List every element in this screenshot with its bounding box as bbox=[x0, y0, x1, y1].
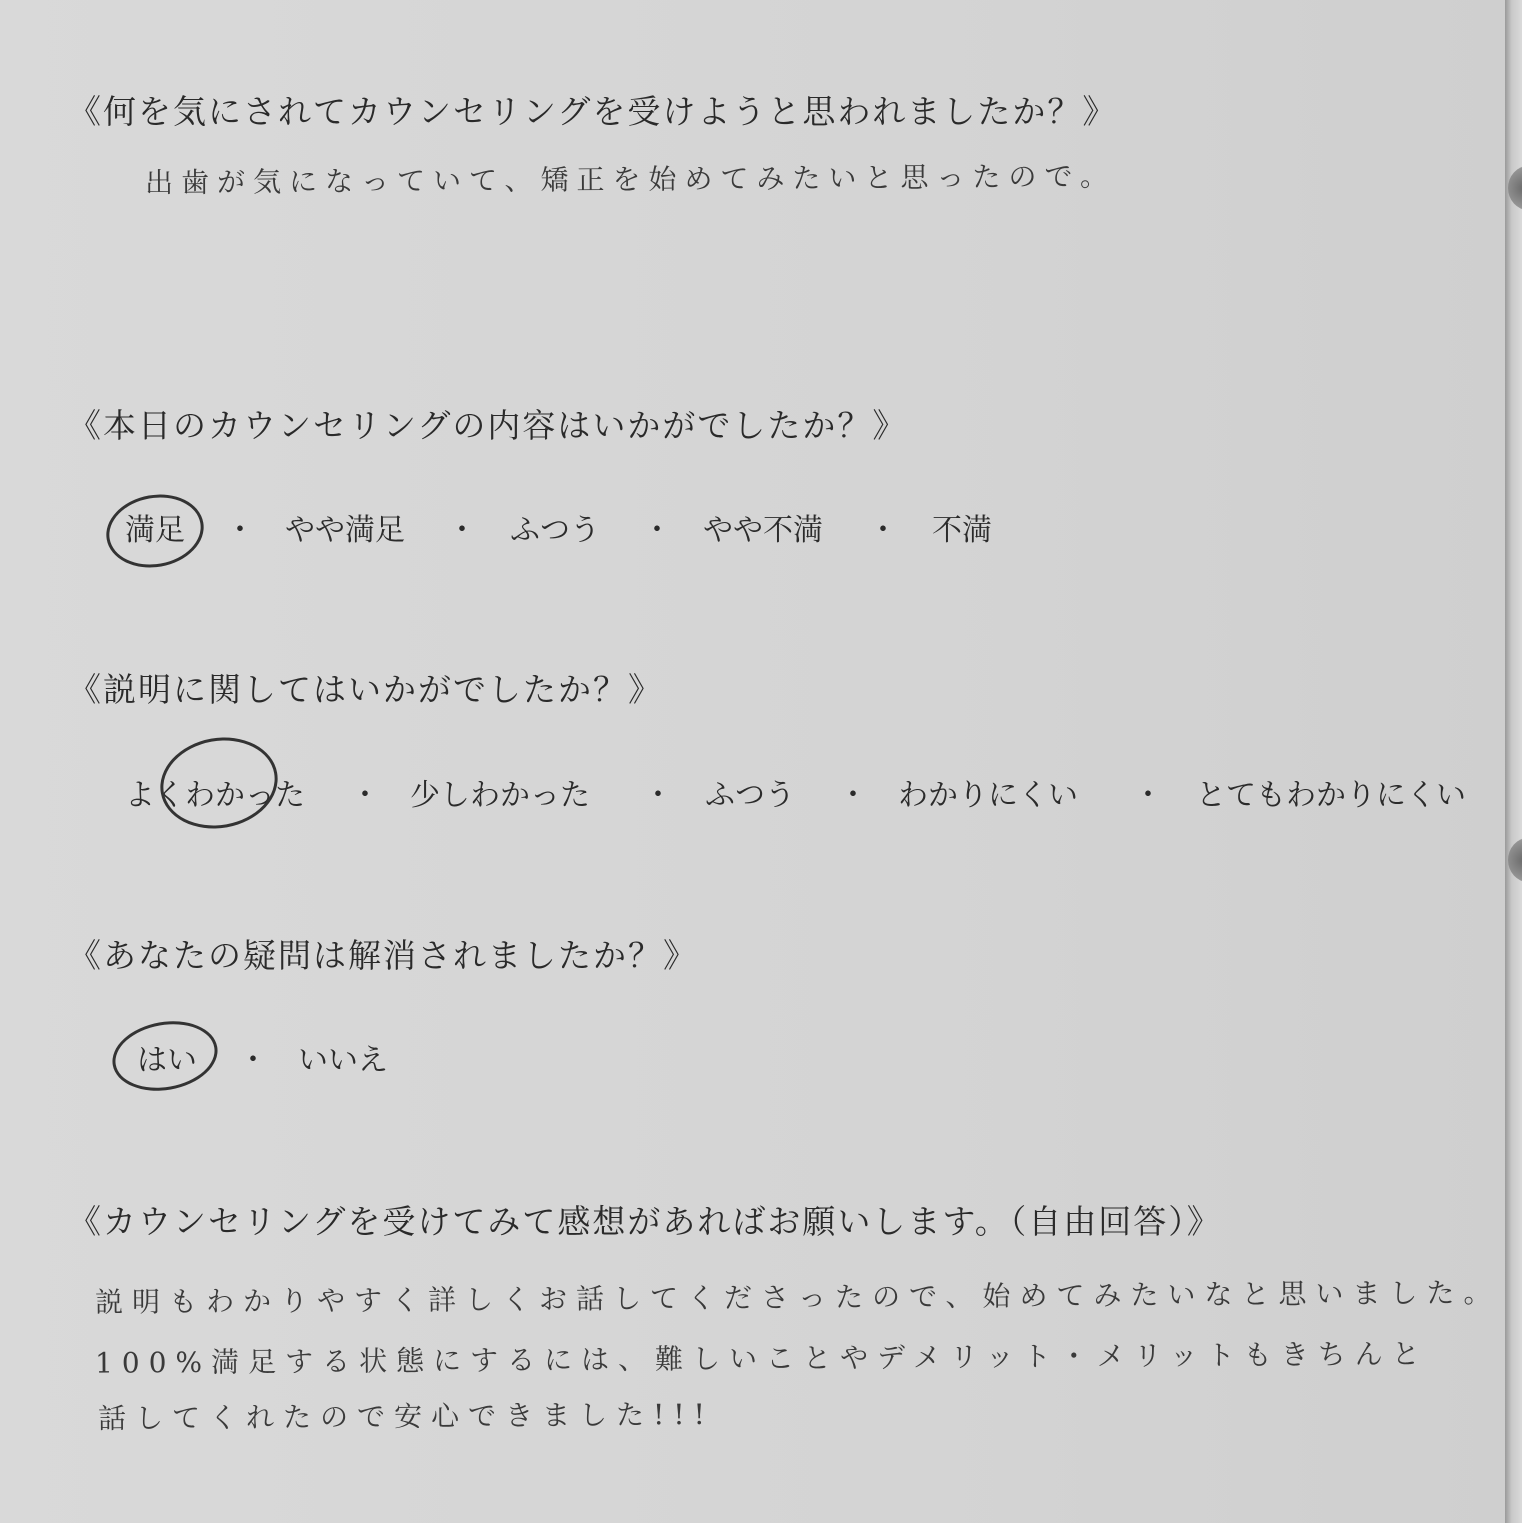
option-neutral[interactable]: ふつう bbox=[510, 513, 600, 548]
option-very-hard-to-understand[interactable]: とてもわかりにくい bbox=[1196, 778, 1466, 813]
option-hard-to-understand[interactable]: わかりにくい bbox=[898, 778, 1078, 813]
selection-circle bbox=[153, 728, 285, 837]
separator: ・ bbox=[868, 513, 898, 548]
question-reason: 《何を気にされてカウンセリングを受けようと思われましたか？》 bbox=[68, 92, 1118, 131]
option-no[interactable]: いいえ bbox=[298, 1043, 388, 1078]
separator: ・ bbox=[838, 778, 868, 813]
comment-line: 話してくれたので安心できました!!! bbox=[97, 1397, 714, 1436]
question-explanation: 《説明に関してはいかがでしたか？》 bbox=[68, 670, 663, 709]
separator: ・ bbox=[642, 513, 672, 548]
option-dissatisfied[interactable]: 不満 bbox=[932, 513, 992, 548]
option-satisfied[interactable]: 満足 bbox=[125, 513, 185, 548]
separator: ・ bbox=[643, 778, 673, 813]
option-somewhat-dissatisfied[interactable]: やや不満 bbox=[703, 513, 823, 548]
separator: ・ bbox=[225, 513, 255, 548]
separator: ・ bbox=[447, 513, 477, 548]
question-content-satisfaction: 《本日のカウンセリングの内容はいかがでしたか？》 bbox=[68, 406, 908, 445]
selection-circle bbox=[100, 487, 209, 575]
comment-line: 100%満足する状態にするには、難しいことやデメリット・メリットもきちんと bbox=[94, 1337, 1429, 1380]
separator: ・ bbox=[350, 778, 380, 813]
separator: ・ bbox=[1133, 778, 1163, 813]
question-free-comment: 《カウンセリングを受けてみて感想があればお願いします。（自由回答）》 bbox=[68, 1202, 1222, 1241]
option-yes[interactable]: はい bbox=[137, 1043, 197, 1078]
separator: ・ bbox=[238, 1043, 268, 1078]
option-somewhat-satisfied[interactable]: やや満足 bbox=[285, 513, 405, 548]
option-neutral[interactable]: ふつう bbox=[705, 778, 795, 813]
option-understood-somewhat[interactable]: 少しわかった bbox=[410, 778, 590, 813]
comment-line: 説明もわかりやすく詳しくお話してくださったので、始めてみたいなと思いました。 bbox=[94, 1276, 1501, 1319]
page-edge bbox=[1505, 0, 1522, 1523]
question-resolved: 《あなたの疑問は解消されましたか？》 bbox=[68, 936, 698, 975]
option-understood-well[interactable]: よくわかった bbox=[125, 778, 305, 813]
answer-reason: 出歯が気になっていて、矯正を始めてみたいと思ったので。 bbox=[144, 159, 1117, 200]
selection-circle bbox=[107, 1013, 223, 1098]
